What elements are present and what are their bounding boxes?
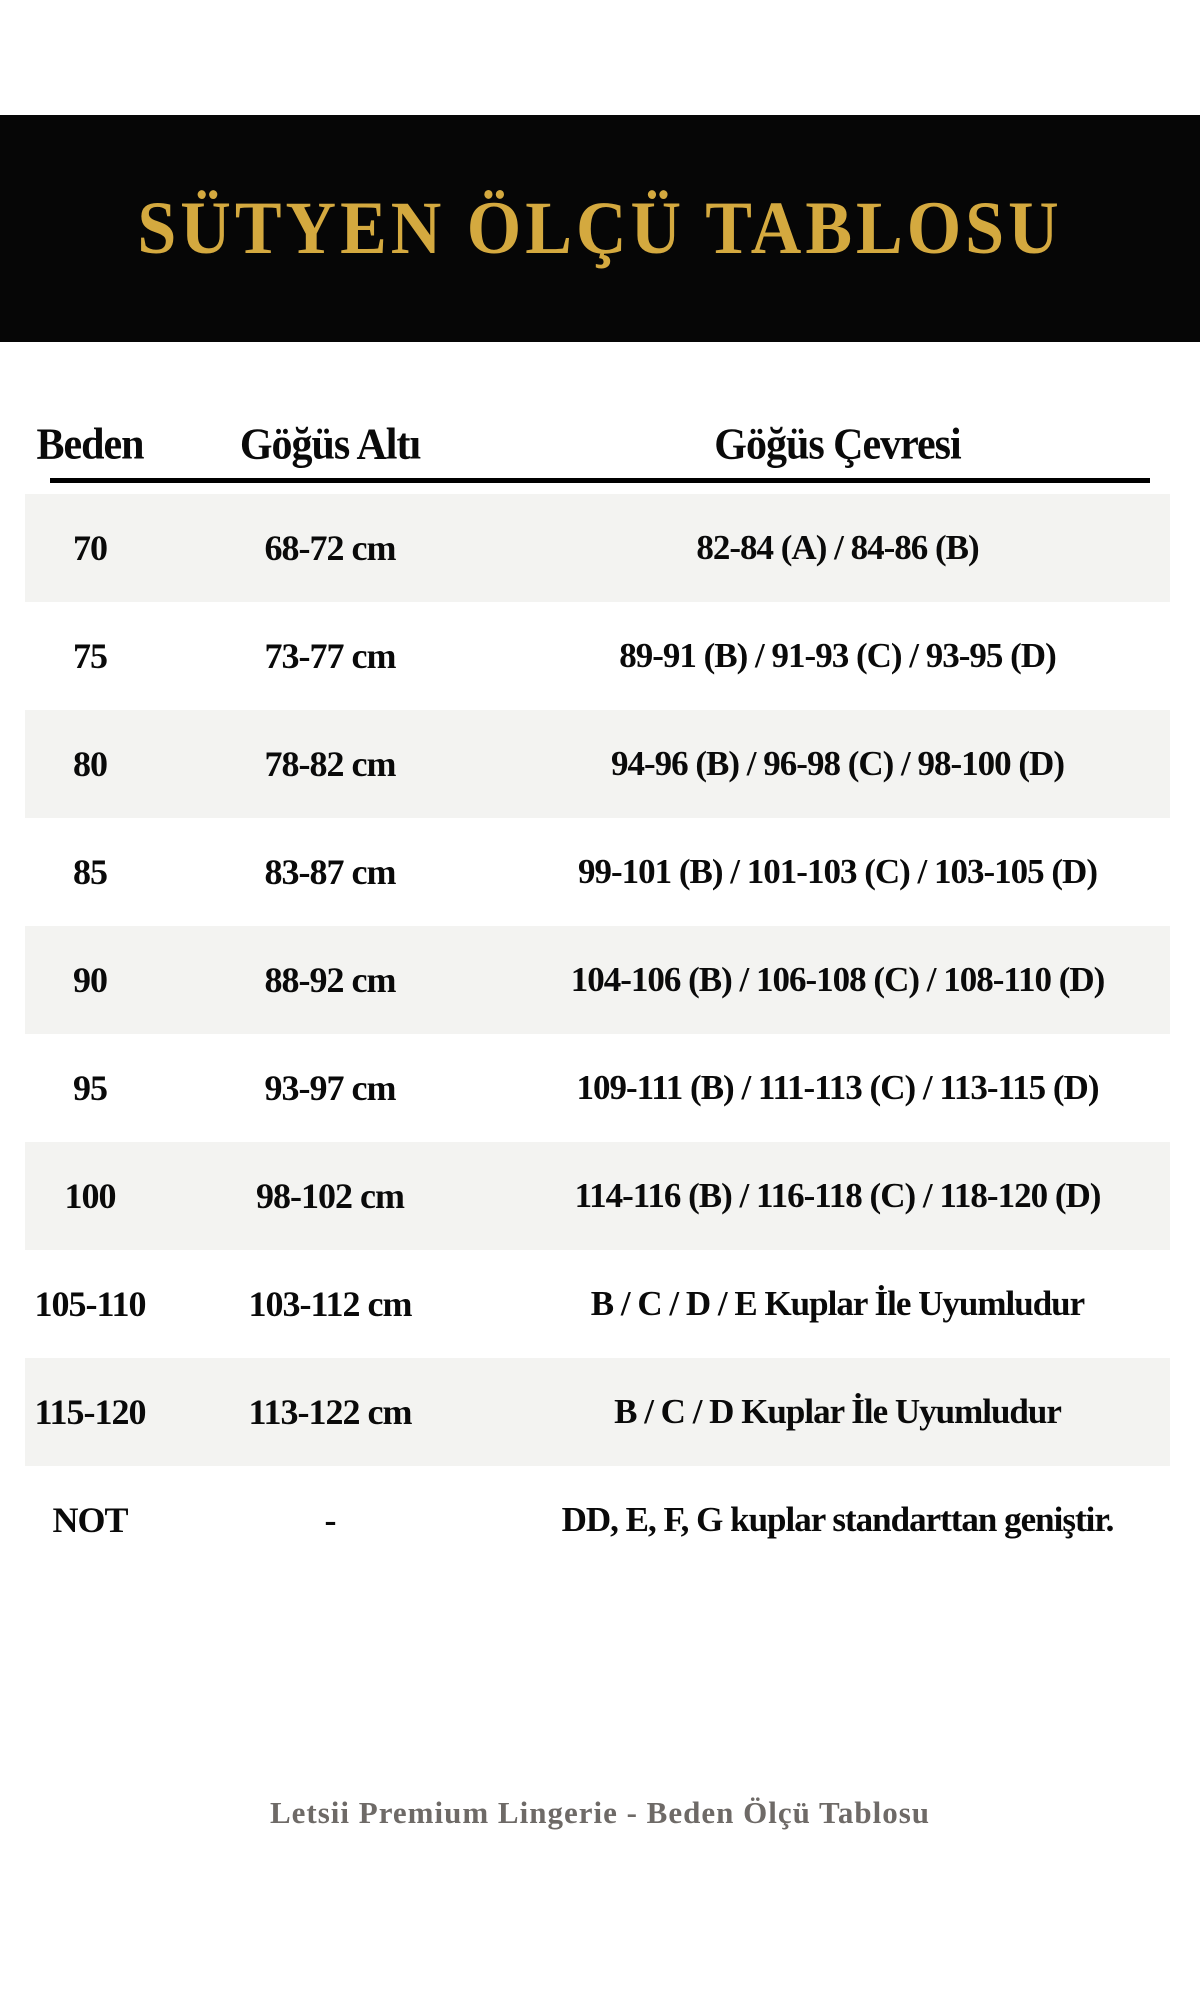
table-body bbox=[25, 494, 1170, 1574]
cell-gogus-alti: 68-72 cm bbox=[264, 528, 396, 568]
cell-gogus-cevresi: 94-96 (B) / 96-98 (C) / 98-100 (D) bbox=[611, 744, 1064, 783]
table-header-row bbox=[25, 412, 1170, 478]
cell-gogus-cevresi: 89-91 (B) / 91-93 (C) / 93-95 (D) bbox=[619, 636, 1056, 675]
table-row bbox=[25, 1142, 1170, 1250]
table-row bbox=[25, 1250, 1170, 1358]
cell-gogus-cevresi: DD, E, F, G kuplar standarttan geniştir. bbox=[561, 1500, 1114, 1539]
cell-gogus-alti: 78-82 cm bbox=[264, 744, 396, 784]
cell-beden: 75 bbox=[73, 636, 107, 676]
table-row bbox=[25, 1034, 1170, 1142]
header-cell-gogus-cevresi: Göğüs Çevresi bbox=[714, 420, 961, 470]
cell-gogus-cevresi: B / C / D Kuplar İle Uyumludur bbox=[614, 1392, 1061, 1431]
page-title: SÜTYEN ÖLÇÜ TABLOSU bbox=[137, 186, 1063, 270]
cell-beden: 100 bbox=[64, 1176, 116, 1216]
table-row bbox=[25, 494, 1170, 602]
title-band bbox=[0, 115, 1200, 342]
cell-gogus-cevresi: 109-111 (B) / 111-113 (C) / 113-115 (D) bbox=[576, 1068, 1099, 1107]
table-row bbox=[25, 1466, 1170, 1574]
cell-gogus-alti: 83-87 cm bbox=[264, 852, 396, 892]
cell-gogus-cevresi: 104-106 (B) / 106-108 (C) / 108-110 (D) bbox=[570, 960, 1105, 999]
table-row bbox=[25, 602, 1170, 710]
table-row bbox=[25, 1358, 1170, 1466]
table-row bbox=[25, 818, 1170, 926]
cell-gogus-cevresi: 99-101 (B) / 101-103 (C) / 103-105 (D) bbox=[578, 852, 1097, 891]
cell-beden: 80 bbox=[73, 744, 107, 784]
cell-gogus-cevresi: 114-116 (B) / 116-118 (C) / 118-120 (D) bbox=[574, 1176, 1101, 1215]
header-cell-gogus-alti: Göğüs Altı bbox=[239, 420, 421, 470]
cell-beden: 105-110 bbox=[34, 1284, 146, 1324]
cell-beden: NOT bbox=[52, 1500, 128, 1540]
size-table bbox=[25, 412, 1170, 1574]
cell-gogus-alti: 113-122 cm bbox=[248, 1392, 412, 1432]
cell-beden: 90 bbox=[73, 960, 107, 1000]
cell-gogus-alti: 103-112 cm bbox=[248, 1284, 412, 1324]
table-row bbox=[25, 926, 1170, 1034]
table-row bbox=[25, 710, 1170, 818]
cell-beden: 95 bbox=[73, 1068, 107, 1108]
cell-beden: 85 bbox=[73, 852, 107, 892]
header-cell-beden: Beden bbox=[36, 420, 144, 470]
cell-beden: 115-120 bbox=[34, 1392, 146, 1432]
cell-beden: 70 bbox=[73, 528, 107, 568]
cell-gogus-alti: 93-97 cm bbox=[264, 1068, 396, 1108]
cell-gogus-alti: 88-92 cm bbox=[264, 960, 396, 1000]
cell-gogus-cevresi: 82-84 (A) / 84-86 (B) bbox=[696, 528, 979, 567]
footer-text: Letsii Premium Lingerie - Beden Ölçü Tablosu bbox=[269, 1795, 931, 1830]
cell-gogus-alti: - bbox=[324, 1500, 336, 1540]
cell-gogus-alti: 98-102 cm bbox=[256, 1176, 404, 1216]
header-underline bbox=[50, 478, 1150, 483]
cell-gogus-cevresi: B / C / D / E Kuplar İle Uyumludur bbox=[590, 1284, 1085, 1323]
cell-gogus-alti: 73-77 cm bbox=[264, 636, 396, 676]
